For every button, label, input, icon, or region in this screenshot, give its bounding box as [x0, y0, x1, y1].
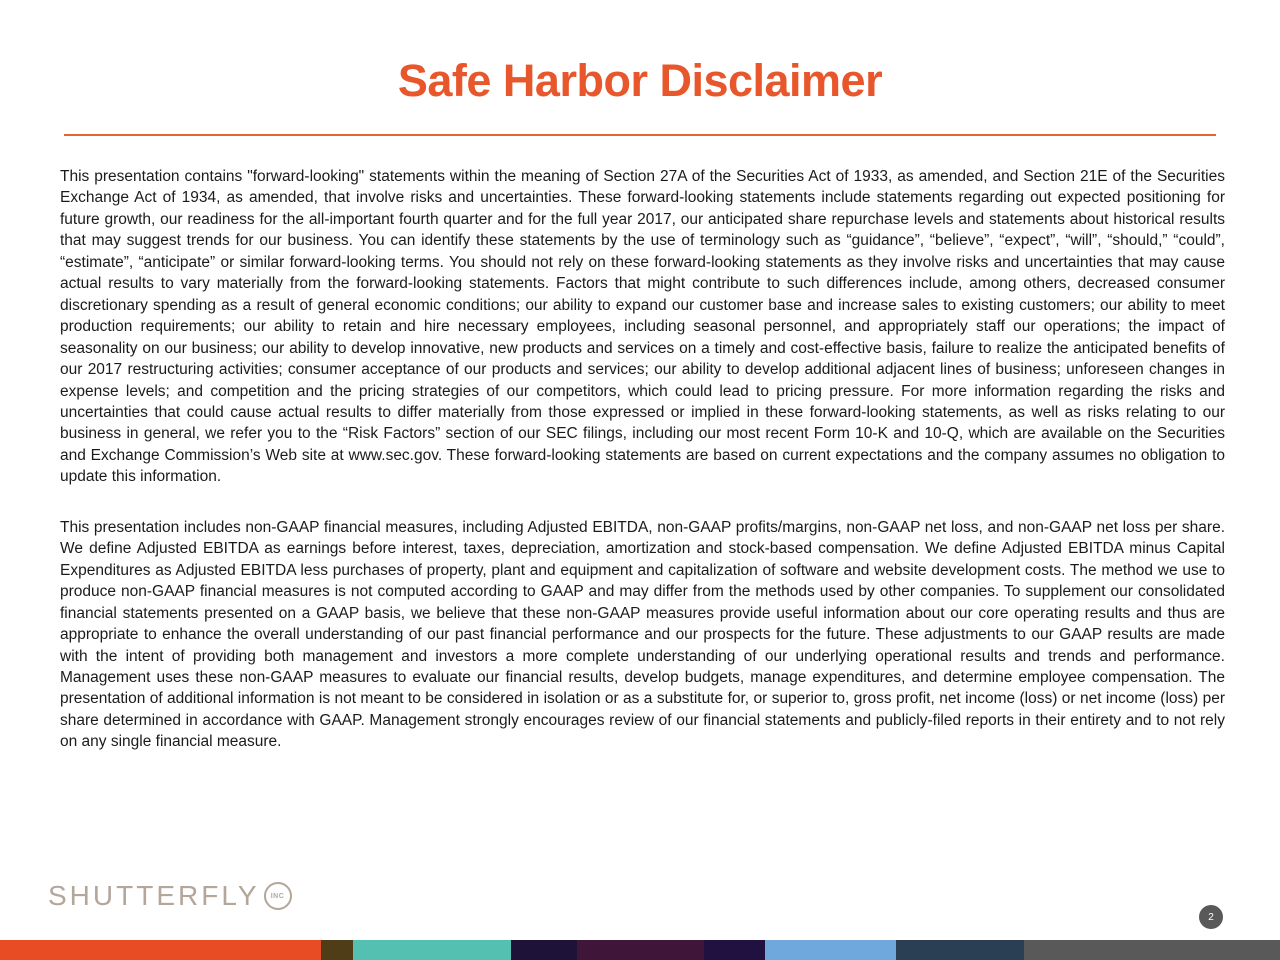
- title-divider-line: [64, 134, 1216, 136]
- shutterfly-inc-circle-icon: [264, 882, 292, 910]
- footer-segment-teal: [353, 940, 511, 960]
- footer-segment-slate-blue: [896, 940, 1024, 960]
- shutterfly-logo-wordmark: SHUTTERFLY: [48, 880, 260, 911]
- non-gaap-paragraph: This presentation includes non-GAAP financial measures, including Adjusted EBITDA, non-GAAP profits/margins, non-GAAP net loss, and non-GAAP net loss per share. We define Adjusted EBITDA as earnings before interest, taxes, depreciation, amortization and stock-based compensation. We define Adjusted EBITDA minus Capital Expenditures as Adjusted EBITDA less purchases of property, plant and equipment and capitalization of software and website development costs. The method we use to produce non-GAAP financial measures is not computed according to GAAP and may differ from the methods used by other companies. To supplement our consolidated financial statements presented on a GAAP basis, we believe that these non-GAAP measures provide useful information about our core operating results and thus are appropriate to enhance the overall understanding of our past financial performance and our prospects for the future. These adjustments to our GAAP results are made with the intent of providing both management and investors a more complete understanding of our underlying operational results and trends and performance. Management uses these non-GAAP measures to evaluate our financial results, develop budgets, manage expenditures, and determine employee compensation. The presentation of additional information is not meant to be considered in isolation or as a substitute for, or superior to, gross profit, net income (loss) or net income (loss) per share determined in accordance with GAAP. Management strongly encourages review of our financial statements and publicly-filed reports in their entirety and to not rely on any single financial measure.: [60, 518, 1225, 751]
- footer-segment-gray: [1024, 940, 1280, 960]
- footer-segment-dark-indigo: [511, 940, 577, 960]
- footer-segment-dark-olive: [321, 940, 353, 960]
- shutterfly-logo: [48, 882, 292, 910]
- footer-color-bar: [0, 940, 1280, 960]
- forward-looking-paragraph: This presentation contains "forward-looking" statements within the meaning of Section 27A of the Securities Act of 1933, as amended, and Section 21E of the Securities Exchange Act of 1934, as amended, that involve risks and uncertainties. These forward-looking statements include statements regarding out expected positioning for future growth, our readiness for the all-important fourth quarter and for the full year 2017, our anticipated share repurchase levels and statements about historical results that may suggest trends for our business. You can identify these statements by the use of terminology such as “guidance”, “believe”, “expect”, “will”, “should,” “could”, “estimate”, “anticipate” or similar forward-looking terms. You should not rely on these forward-looking statements as they involve risks and uncertainties that may cause actual results to vary materially from the forward-looking statements. Factors that might contribute to such differences include, among others, decreased consumer discretionary spending as a result of general economic conditions; our ability to expand our customer base and increase sales to existing customers; our ability to meet production requirements; our ability to retain and hire necessary employees, including seasonal personnel, and appropriately staff our operations; the impact of seasonality on our business; our ability to develop innovative, new products and services on a timely and cost-effective basis, failure to realize the anticipated benefits of our 2017 restructuring activities; consumer acceptance of our products and services; our ability to develop additional adjacent lines of business; unforeseen changes in expense levels; and competition and the pricing strategies of our competitors, which could lead to pricing pressure. For more information regarding the risks and uncertainties that could cause actual results to differ materially from those expressed or implied in these forward-looking statements, as well as risks relating to our business in general, we refer you to the “Risk Factors” section of our SEC filings, including our most recent Form 10-K and 10-Q, which are available on the Securities and Exchange Commission’s Web site at www.sec.gov. These forward-looking statements are based on current expectations and the company assumes no obligation to update this information.: [60, 168, 1225, 486]
- slide-title: Safe Harbor Disclaimer: [397, 55, 883, 106]
- shutterfly-inc-label: INC: [270, 892, 285, 900]
- page-number-badge: 2: [1199, 905, 1223, 929]
- footer-segment-light-blue: [765, 940, 896, 960]
- disclaimer-body: [60, 166, 1225, 753]
- footer-segment-dark-maroon: [577, 940, 704, 960]
- footer-segment-orange: [0, 940, 321, 960]
- footer-segment-dark-indigo-2: [704, 940, 765, 960]
